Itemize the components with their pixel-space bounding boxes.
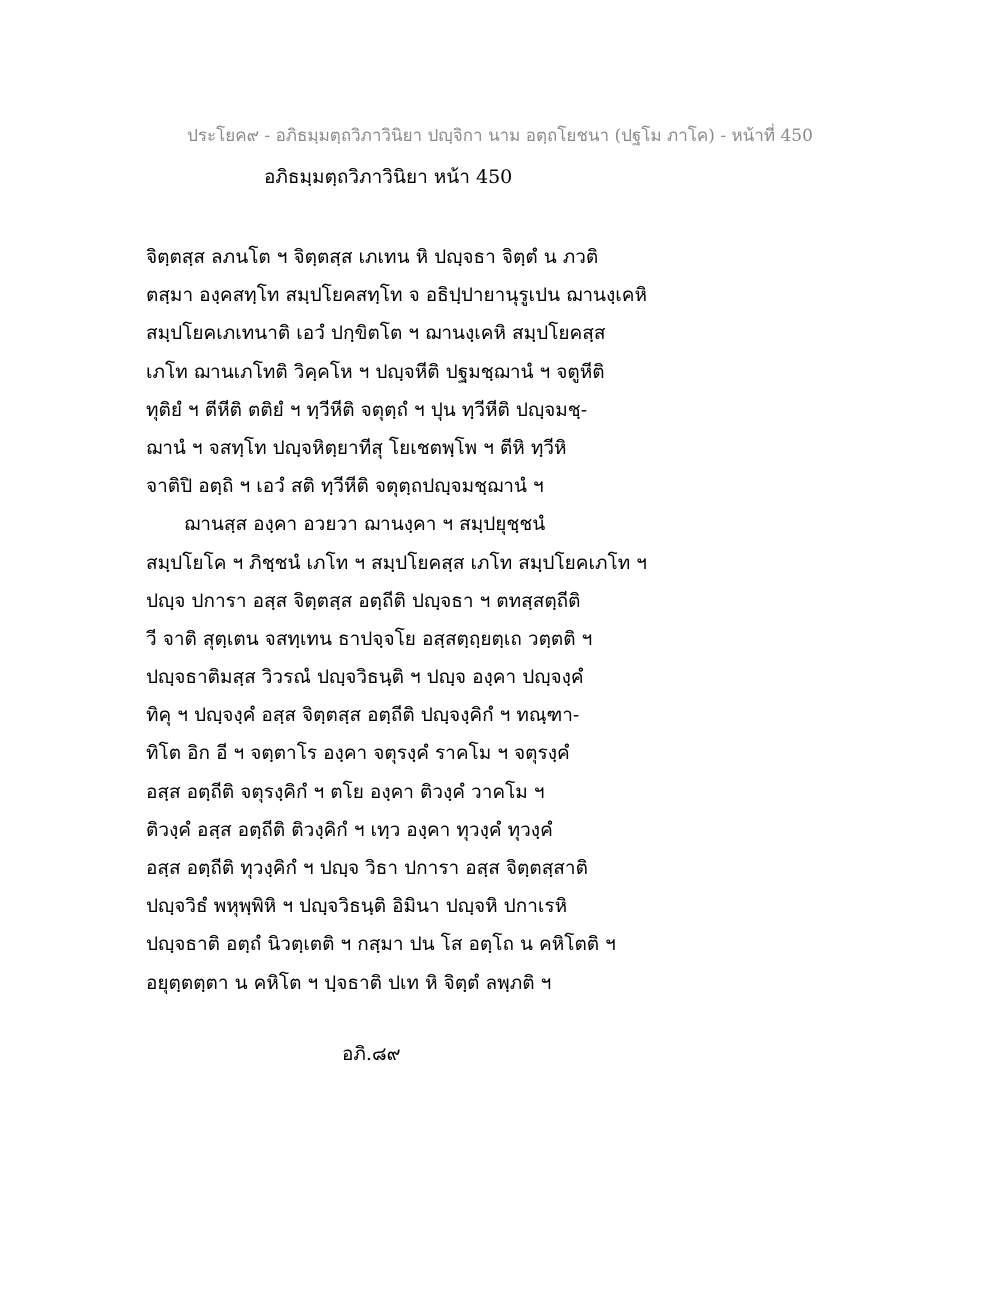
body-line: ตสฺมา องฺคสทฺโท สมฺปโยคสทฺโท จ อธิปฺปายานุรูเปน ฌานงฺเคหิ [146, 284, 648, 307]
body-line-indented: ฌานสฺส องฺคา อวยวา ฌานงฺคา ฯ สมฺปยุชฺชนํ [184, 513, 546, 536]
body-line: ทุติยํ ฯ ตีหีติ ตติยํ ฯ ทฺวีหีติ จตุตฺถํ ฯ ปุน ทฺวีหีติ ปญฺจมชฺ- [146, 398, 588, 421]
body-line: อยุตฺตตฺตา น คหิโต ฯ ปฺจธาติ ปเท หิ จิตฺตํ ลพฺภติ ฯ [146, 971, 552, 994]
body-line: เภโท ฌานเภโทติ วิคฺคโห ฯ ปญฺจหีติ ปฐมชฺฌานํ ฯ จตูหีติ [146, 360, 605, 383]
body-line: ทิโต อิก อี ฯ จตฺตาโร องฺคา จตุรงฺคํ ราคโม ฯ จตุรงฺคํ [146, 742, 570, 765]
body-line: จาติปิ อตฺถิ ฯ เอวํ สติ ทฺวีหีติ จตุตฺถปญฺจมชฺฌานํ ฯ [146, 475, 544, 498]
body-line: ปญฺจวิธํ พหุพฺพิหิ ฯ ปญฺจวิธนฺติ อิมินา ปญฺจหิ ปกาเรหิ [146, 895, 568, 918]
page-title: อภิธมฺมตฺถวิภาวินิยา หน้า 450 [264, 166, 513, 188]
body-line: ทิคุ ฯ ปญฺจงฺคํ อสฺส จิตฺตสฺส อตฺถีติ ปญฺจงฺคิกํ ฯ ทณฺฑา- [146, 704, 580, 727]
body-line: ฌานํ ฯ จสทฺโท ปญฺจหิตฺยาทีสุ โยเชตพฺโพ ฯ ตีหิ ทฺวีหิ [146, 436, 567, 459]
body-line: อสฺส อตฺถีติ จตุรงฺคิกํ ฯ ตโย องฺคา ติวงฺคํ วาคโม ฯ [146, 780, 545, 803]
body-line: ติวงฺคํ อสฺส อตฺถีติ ติวงฺคิกํ ฯ เทฺว องฺคา ทุวงฺคํ ทุวงฺคํ [146, 818, 553, 841]
body-line: สมฺปโยคเภเทนาติ เอวํ ปกฺขิตโต ฯ ฌานงฺเคหิ สมฺปโยคสฺส [146, 322, 606, 345]
body-line: อสฺส อตฺถีติ ทุวงฺคิกํ ฯ ปญฺจ วิธา ปการา อสฺส จิตฺตสฺสาติ [146, 857, 588, 879]
body-text [146, 238, 966, 1002]
body-line: วี จาติ สุตฺเตน จสทฺเทน ธาปจฺจโย อสฺสตฺถฺยตฺเถ วตฺตติ ฯ [146, 627, 593, 650]
body-line: ปญฺจธาติ อตฺถํ นิวตฺเตติ ฯ กสฺมา ปน โส อตฺโถ น คหิโตติ ฯ [146, 933, 616, 956]
body-line: ปญฺจธาติมสฺส วิวรณํ ปญฺจวิธนฺติ ฯ ปญฺจ องฺคา ปญฺจงฺคํ [146, 666, 584, 689]
body-line: จิตฺตสฺส ลภนโต ฯ จิตฺตสฺส เภเทน หิ ปญฺจธา จิตฺตํ น ภวติ [146, 246, 599, 268]
running-header [0, 122, 1000, 149]
page-signature: อภิ.๘๙ [342, 1043, 401, 1065]
running-header-text: ประโยค๙ - อภิธมฺมตฺถวิภาวินิยา ปญฺจิกา นาม อตฺถโยชนา (ปฐโม ภาโค) - หน้าที่ 450 [187, 126, 813, 146]
body-line: สมฺปโยโค ฯ ภิชฺชนํ เภโท ฯ สมฺปโยคสฺส เภโท สมฺปโยคเภโท ฯ [146, 551, 647, 574]
body-line: ปญฺจ ปการา อสฺส จิตฺตสฺส อตฺถีติ ปญฺจธา ฯ ตทสฺสตฺถีติ [146, 589, 581, 612]
